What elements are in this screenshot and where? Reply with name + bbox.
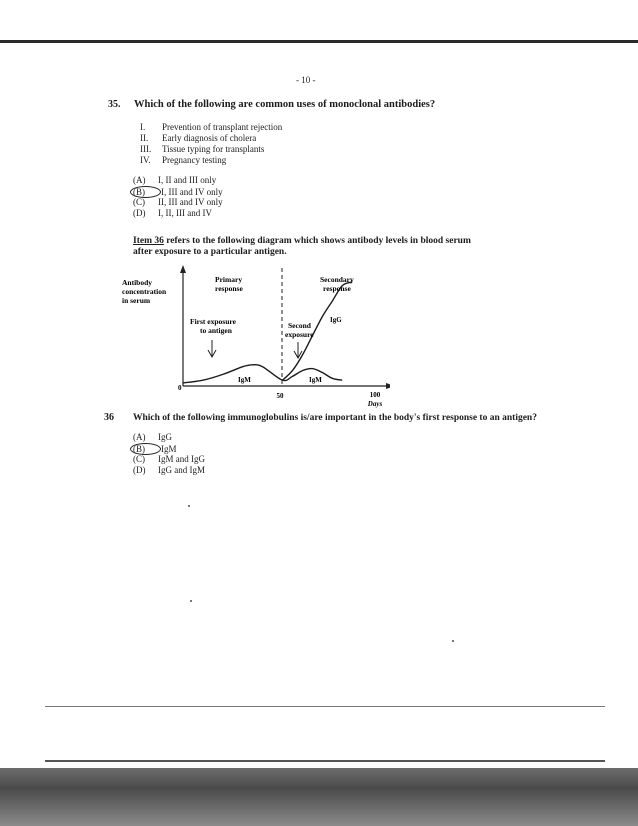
- x-tick-100: 100: [369, 391, 381, 399]
- first-exposure-line2: to antigen: [200, 326, 232, 335]
- secondary-response-label: [320, 275, 356, 293]
- question-35-number: 35.: [108, 99, 121, 110]
- q35-item-4: [140, 155, 226, 165]
- second-exposure-line2: exposure: [285, 330, 314, 339]
- option-text: I, II, III and IV: [158, 208, 212, 218]
- x-tick-0: 0: [178, 384, 182, 392]
- footer-rule: [45, 706, 605, 707]
- secondary-response-line2: response: [323, 284, 351, 293]
- q35-item-numeral: IV.: [140, 155, 151, 165]
- q36-option-d[interactable]: [133, 465, 205, 475]
- primary-response-label: [215, 275, 244, 293]
- option-text: I, II and III only: [158, 175, 217, 185]
- series-igm-label: IgM: [238, 376, 251, 384]
- scan-top-border: [0, 40, 638, 43]
- option-letter: (C): [133, 454, 145, 464]
- option-text: IgM: [161, 444, 177, 454]
- q35-item-1: [140, 122, 282, 132]
- series-igg-label: IgG: [330, 316, 342, 324]
- question-35-text: Which of the following are common uses of monoclonal antibodies?: [134, 99, 436, 110]
- y-axis-label-line3: in serum: [122, 296, 151, 305]
- q36-option-c[interactable]: [133, 454, 205, 464]
- q35-item-numeral: I.: [140, 122, 146, 132]
- scan-speck: [188, 505, 190, 507]
- option-letter: (A): [133, 432, 146, 442]
- q35-option-a[interactable]: [133, 175, 216, 185]
- option-letter: (D): [133, 208, 146, 218]
- option-text: I, III and IV only: [161, 187, 223, 197]
- series-igm-label-2: IgM: [309, 376, 322, 384]
- option-letter: (D): [133, 465, 146, 475]
- item-36-intro-text: refers to the following diagram which shows antibody levels in blood serum after exposure to a particular antigen.: [133, 236, 471, 257]
- option-letter-circled: (B): [130, 443, 161, 455]
- scan-bottom-border: [0, 768, 638, 826]
- x-axis-arrow: [386, 383, 390, 389]
- option-letter: (A): [133, 175, 146, 185]
- q35-item-numeral: II.: [140, 133, 149, 143]
- option-text: IgM and IgG: [158, 454, 205, 464]
- q35-item-text: Prevention of transplant rejection: [162, 122, 283, 132]
- scan-bottom-rule: [45, 760, 605, 762]
- scan-speck: [190, 600, 192, 602]
- q35-option-c[interactable]: [133, 197, 223, 207]
- q35-item-numeral: III.: [140, 144, 152, 154]
- y-axis-label-line1: Antibody: [122, 278, 153, 287]
- second-exposure-label: [285, 321, 314, 339]
- q35-item-text: Pregnancy testing: [162, 155, 227, 165]
- option-letter-circled: (B): [130, 186, 161, 198]
- q35-item-text: Tissue typing for transplants: [162, 144, 265, 154]
- primary-response-line2: response: [215, 284, 243, 293]
- page-number: - 10 -: [296, 75, 316, 85]
- second-exposure-line1: Second: [288, 321, 311, 330]
- scan-speck: [452, 640, 454, 642]
- q36-option-a[interactable]: [133, 432, 172, 442]
- option-text: II, III and IV only: [158, 197, 223, 207]
- q35-item-text: Early diagnosis of cholera: [162, 133, 257, 143]
- y-axis-label-line2: concentration: [122, 287, 167, 296]
- q35-item-2: [140, 133, 256, 143]
- item-36-ref: Item 36: [133, 236, 164, 246]
- option-text: IgG and IgM: [158, 465, 205, 475]
- x-tick-50: 50: [276, 392, 284, 400]
- option-letter: (C): [133, 197, 145, 207]
- question-36-text: Which of the following immunoglobulins is/are important in the body's first response to an antigen?: [133, 413, 537, 423]
- primary-response-line1: Primary: [215, 275, 243, 284]
- antibody-response-chart: [120, 260, 390, 415]
- first-exposure-label: [190, 317, 238, 335]
- question-36-number: 36: [104, 412, 114, 423]
- y-axis-label: [122, 278, 168, 305]
- x-axis-label: Days: [367, 400, 383, 408]
- y-axis-arrow: [180, 265, 186, 273]
- q35-option-d[interactable]: [133, 208, 212, 218]
- secondary-response-line1: Secondary: [320, 275, 354, 284]
- option-text: IgG: [158, 432, 172, 442]
- item-36-intro: [133, 236, 483, 258]
- q35-item-3: [140, 144, 264, 154]
- first-exposure-line1: First exposure: [190, 317, 236, 326]
